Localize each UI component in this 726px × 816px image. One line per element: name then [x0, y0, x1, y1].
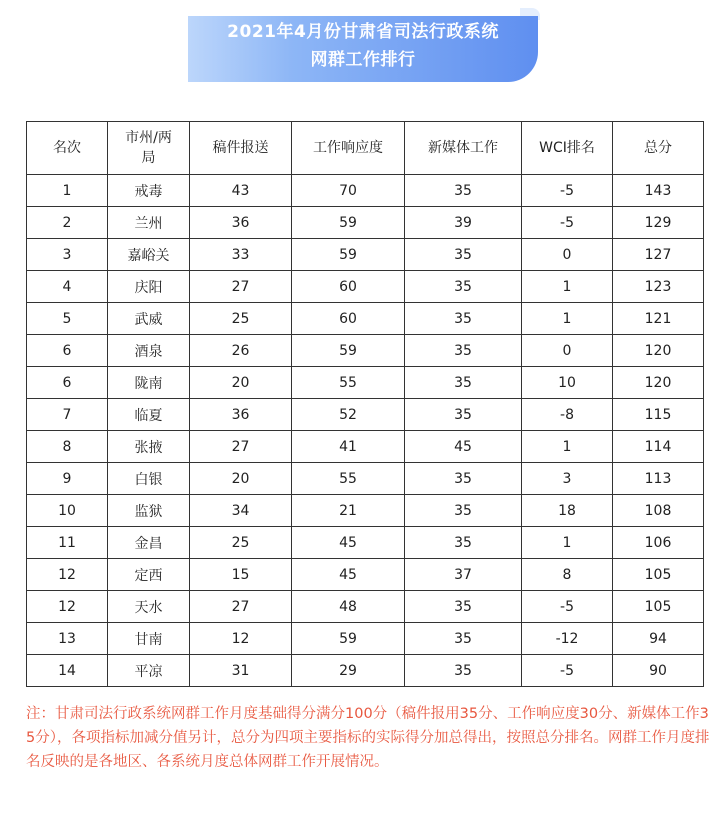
rank-cell: 3 — [27, 239, 108, 271]
total-cell: 143 — [613, 175, 704, 207]
wci-cell: 0 — [522, 239, 613, 271]
submissions-cell: 12 — [190, 623, 292, 655]
wci-cell: 8 — [522, 559, 613, 591]
table-row — [27, 591, 704, 623]
responsiveness-cell: 45 — [292, 559, 405, 591]
total-cell: 90 — [613, 655, 704, 687]
header-rank: 名次 — [27, 122, 108, 175]
submissions-cell: 25 — [190, 303, 292, 335]
submissions-cell: 25 — [190, 527, 292, 559]
new-media-cell: 35 — [405, 527, 522, 559]
new-media-cell: 35 — [405, 463, 522, 495]
rank-cell: 1 — [27, 175, 108, 207]
region-cell: 陇南 — [108, 367, 190, 399]
wci-cell: 10 — [522, 367, 613, 399]
submissions-cell: 27 — [190, 431, 292, 463]
wci-cell: -12 — [522, 623, 613, 655]
region-cell: 庆阳 — [108, 271, 190, 303]
table-row — [27, 335, 704, 367]
responsiveness-cell: 59 — [292, 623, 405, 655]
header-new-media: 新媒体工作 — [405, 122, 522, 175]
total-cell: 108 — [613, 495, 704, 527]
rank-cell: 6 — [27, 367, 108, 399]
total-cell: 106 — [613, 527, 704, 559]
total-cell: 105 — [613, 559, 704, 591]
header-region-label: 市州/两局 — [125, 130, 172, 166]
table-header-row — [27, 122, 704, 175]
rank-cell: 12 — [27, 559, 108, 591]
rank-cell: 8 — [27, 431, 108, 463]
total-cell: 94 — [613, 623, 704, 655]
submissions-cell: 27 — [190, 591, 292, 623]
total-cell: 105 — [613, 591, 704, 623]
table-row — [27, 495, 704, 527]
rank-cell: 4 — [27, 271, 108, 303]
wci-cell: 18 — [522, 495, 613, 527]
new-media-cell: 35 — [405, 367, 522, 399]
responsiveness-cell: 52 — [292, 399, 405, 431]
region-cell: 武威 — [108, 303, 190, 335]
page-title-line-2: 网群工作排行 — [310, 50, 416, 70]
region-cell: 临夏 — [108, 399, 190, 431]
wci-cell: -8 — [522, 399, 613, 431]
header-total: 总分 — [613, 122, 704, 175]
responsiveness-cell: 60 — [292, 271, 405, 303]
responsiveness-cell: 55 — [292, 367, 405, 399]
responsiveness-cell: 59 — [292, 335, 405, 367]
rank-cell: 7 — [27, 399, 108, 431]
total-cell: 120 — [613, 367, 704, 399]
new-media-cell: 35 — [405, 271, 522, 303]
rank-cell: 11 — [27, 527, 108, 559]
submissions-cell: 33 — [190, 239, 292, 271]
header-wci: WCI排名 — [522, 122, 613, 175]
table-row — [27, 655, 704, 687]
region-cell: 酒泉 — [108, 335, 190, 367]
region-cell: 定西 — [108, 559, 190, 591]
total-cell: 127 — [613, 239, 704, 271]
rank-cell: 10 — [27, 495, 108, 527]
new-media-cell: 39 — [405, 207, 522, 239]
header-responsiveness: 工作响应度 — [292, 122, 405, 175]
new-media-cell: 35 — [405, 239, 522, 271]
responsiveness-cell: 48 — [292, 591, 405, 623]
responsiveness-cell: 70 — [292, 175, 405, 207]
table-row — [27, 175, 704, 207]
rank-cell: 14 — [27, 655, 108, 687]
new-media-cell: 37 — [405, 559, 522, 591]
responsiveness-cell: 59 — [292, 207, 405, 239]
wci-cell: 1 — [522, 431, 613, 463]
submissions-cell: 36 — [190, 399, 292, 431]
new-media-cell: 35 — [405, 591, 522, 623]
new-media-cell: 35 — [405, 655, 522, 687]
region-cell: 白银 — [108, 463, 190, 495]
submissions-cell: 20 — [190, 463, 292, 495]
total-cell: 123 — [613, 271, 704, 303]
table-row — [27, 399, 704, 431]
wci-cell: 0 — [522, 335, 613, 367]
new-media-cell: 35 — [405, 335, 522, 367]
table-row — [27, 559, 704, 591]
region-cell: 平凉 — [108, 655, 190, 687]
wci-cell: 1 — [522, 527, 613, 559]
region-cell: 天水 — [108, 591, 190, 623]
new-media-cell: 35 — [405, 495, 522, 527]
table-row — [27, 623, 704, 655]
table-body — [27, 175, 704, 687]
total-cell: 129 — [613, 207, 704, 239]
page-title — [188, 18, 538, 74]
submissions-cell: 31 — [190, 655, 292, 687]
submissions-cell: 36 — [190, 207, 292, 239]
region-cell: 金昌 — [108, 527, 190, 559]
table-row — [27, 207, 704, 239]
header-submissions: 稿件报送 — [190, 122, 292, 175]
responsiveness-cell: 45 — [292, 527, 405, 559]
submissions-cell: 34 — [190, 495, 292, 527]
table-row — [27, 367, 704, 399]
table-row — [27, 239, 704, 271]
rank-cell: 12 — [27, 591, 108, 623]
table-row — [27, 303, 704, 335]
rank-cell: 9 — [27, 463, 108, 495]
wci-cell: 3 — [522, 463, 613, 495]
region-cell: 甘南 — [108, 623, 190, 655]
submissions-cell: 43 — [190, 175, 292, 207]
table-row — [27, 527, 704, 559]
responsiveness-cell: 41 — [292, 431, 405, 463]
table-row — [27, 463, 704, 495]
rank-cell: 2 — [27, 207, 108, 239]
total-cell: 114 — [613, 431, 704, 463]
new-media-cell: 35 — [405, 175, 522, 207]
wci-cell: 1 — [522, 271, 613, 303]
region-cell: 监狱 — [108, 495, 190, 527]
wci-cell: -5 — [522, 655, 613, 687]
submissions-cell: 15 — [190, 559, 292, 591]
wci-cell: 1 — [522, 303, 613, 335]
responsiveness-cell: 59 — [292, 239, 405, 271]
table-row — [27, 271, 704, 303]
new-media-cell: 35 — [405, 399, 522, 431]
page-title-line-1: 2021年4月份甘肃省司法行政系统 — [227, 22, 499, 42]
new-media-cell: 35 — [405, 623, 522, 655]
submissions-cell: 26 — [190, 335, 292, 367]
responsiveness-cell: 29 — [292, 655, 405, 687]
region-cell: 张掖 — [108, 431, 190, 463]
header-region — [108, 122, 190, 175]
table-row — [27, 431, 704, 463]
wci-cell: -5 — [522, 591, 613, 623]
submissions-cell: 27 — [190, 271, 292, 303]
rank-cell: 5 — [27, 303, 108, 335]
new-media-cell: 45 — [405, 431, 522, 463]
total-cell: 113 — [613, 463, 704, 495]
submissions-cell: 20 — [190, 367, 292, 399]
ranking-table — [26, 121, 704, 687]
new-media-cell: 35 — [405, 303, 522, 335]
responsiveness-cell: 21 — [292, 495, 405, 527]
region-cell: 戒毒 — [108, 175, 190, 207]
total-cell: 115 — [613, 399, 704, 431]
region-cell: 嘉峪关 — [108, 239, 190, 271]
region-cell: 兰州 — [108, 207, 190, 239]
total-cell: 121 — [613, 303, 704, 335]
responsiveness-cell: 60 — [292, 303, 405, 335]
total-cell: 120 — [613, 335, 704, 367]
wci-cell: -5 — [522, 207, 613, 239]
footnote: 注：甘肃司法行政系统网群工作月度基础得分满分100分（稿件报用35分、工作响应度30分、新媒体工作35分），各项指标加减分值另计，总分为四项主要指标的实际得分加总得出，按照总分排名。网群工作月度排名反映的是各地区、各系统月度总体网群工作开展情况。 — [26, 706, 710, 770]
rank-cell: 13 — [27, 623, 108, 655]
rank-cell: 6 — [27, 335, 108, 367]
responsiveness-cell: 55 — [292, 463, 405, 495]
wci-cell: -5 — [522, 175, 613, 207]
